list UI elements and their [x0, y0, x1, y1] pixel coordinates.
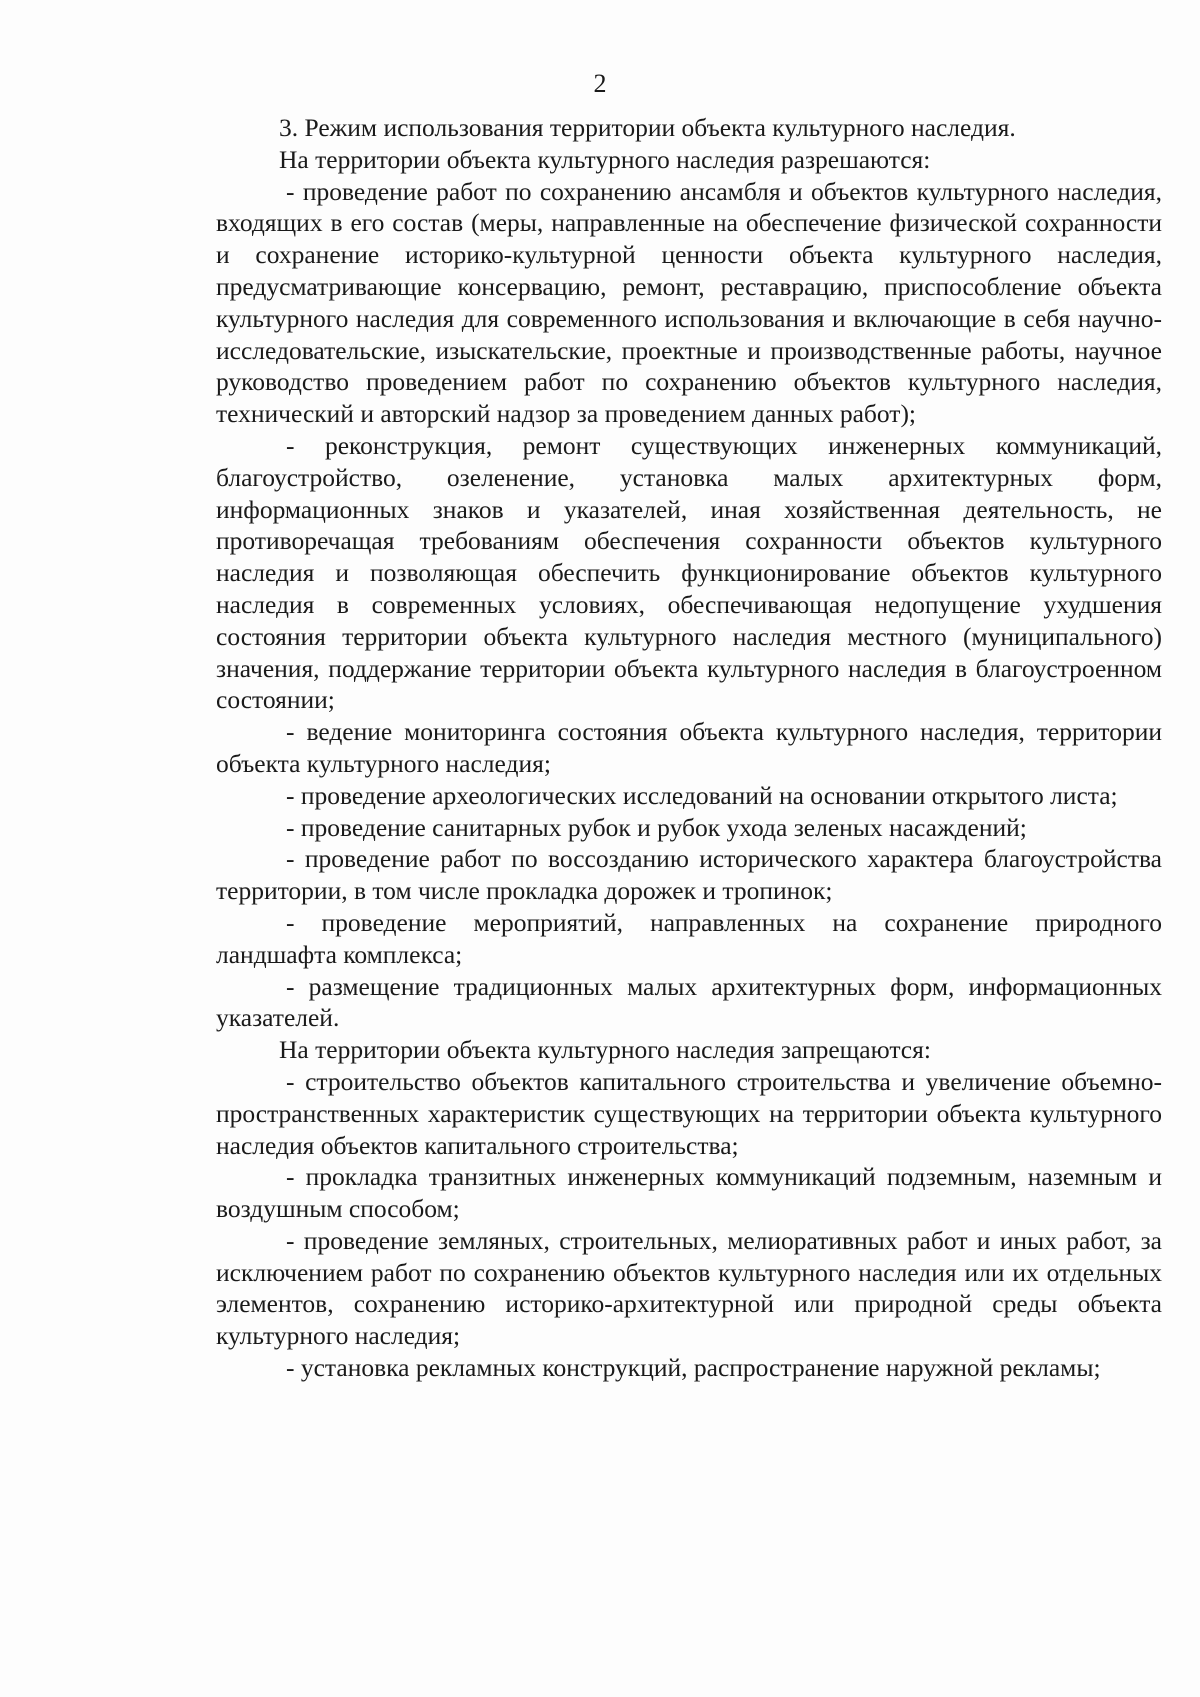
allowed-item: - проведение мероприятий, направленных на сохранение природного ландшафта комплекса;	[216, 907, 1162, 969]
document-body	[216, 112, 1162, 1384]
allowed-item: - проведение работ по сохранению ансамбля и объектов культурного наследия, входящих в его состав (меры, направленные на обеспечение физической сохранности и сохранение историко-культурной ценности объекта культурного наследия, предусматривающие консервацию, ремонт, реставрацию, приспособление объекта культурного наследия для современного использования и включающие в себя научно-исследовательские, изыскательские, проектные и производственные работы, научное руководство проведением работ по сохранению объектов культурного наследия, технический и авторский надзор за проведением данных работ);	[216, 176, 1162, 429]
prohibited-item: - прокладка транзитных инженерных коммуникаций подземным, наземным и воздушным способом;	[216, 1162, 1162, 1224]
prohibited-item: - проведение земляных, строительных, мелиоративных работ и иных работ, за исключением работ по сохранению объектов культурного наследия или их отдельных элементов, сохранению историко-архитектурной или природной среды объекта культурного наследия;	[216, 1225, 1162, 1351]
allowed-item: - проведение санитарных рубок и рубок ухода зеленых насаждений;	[286, 812, 1027, 842]
allowed-item: - проведение работ по воссозданию исторического характера благоустройства территории, в том числе прокладка дорожек и тропинок;	[216, 844, 1162, 906]
allowed-item: - ведение мониторинга состояния объекта культурного наследия, территории объекта культурного наследия;	[216, 717, 1162, 778]
prohibited-item: - установка рекламных конструкций, распространение наружной рекламы;	[286, 1353, 1101, 1383]
allowed-item: - размещение традиционных малых архитектурных форм, информационных указателей.	[216, 971, 1162, 1033]
page-number: 2	[593, 69, 607, 98]
prohibited-intro: На территории объекта культурного наследия запрещаются:	[279, 1035, 931, 1065]
allowed-intro: На территории объекта культурного наследия разрешаются:	[279, 144, 931, 174]
section-heading: 3. Режим использования территории объекта культурного наследия.	[279, 113, 1016, 142]
allowed-item: - проведение археологических исследований на основании открытого листа;	[286, 780, 1118, 810]
allowed-item: - реконструкция, ремонт существующих инженерных коммуникаций, благоустройство, озеленение, установка малых архитектурных форм, информационных знаков и указателей, иная хозяйственная деятельность, не противоречащая требованиям обеспечения сохранности объектов культурного наследия и позволяющая обеспечить функционирование объектов культурного наследия в современных условиях, обеспечивающая недопущение ухудшения состояния территории объекта культурного наследия местного (муниципального) значения, поддержание территории объекта культурного наследия в благоустроенном состоянии;	[216, 430, 1162, 715]
prohibited-item: - строительство объектов капитального строительства и увеличение объемно-пространственных характеристик существующих на территории объекта культурного наследия объектов капитального строительства;	[216, 1066, 1162, 1160]
